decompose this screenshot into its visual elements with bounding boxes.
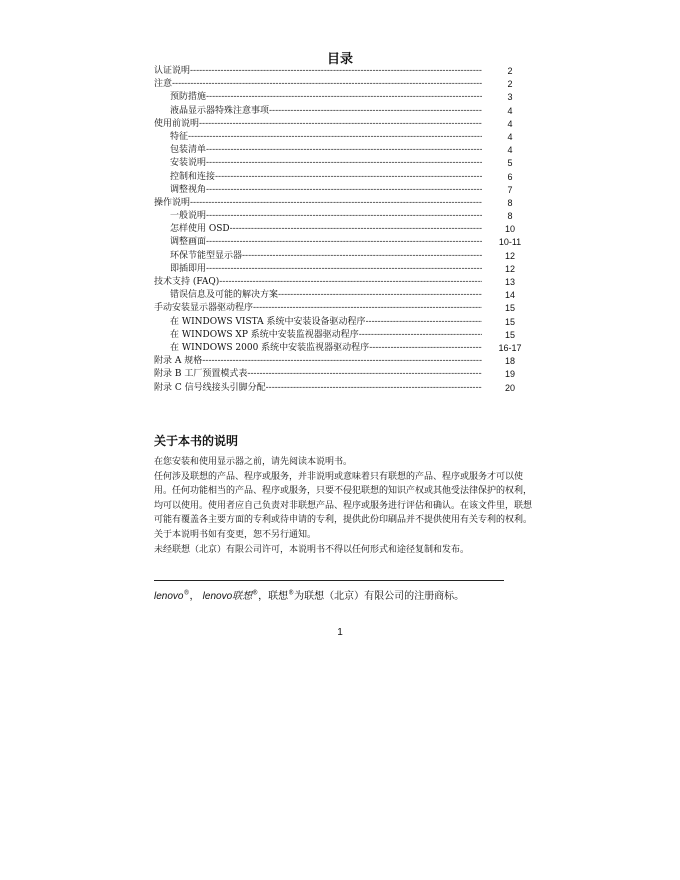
trademark-middle-text: ，联想 [258,591,289,602]
toc-entry-leader [154,382,482,395]
toc-entry-leader [170,236,482,249]
toc-entry-leader [154,368,482,381]
horizontal-rule [154,580,504,581]
toc-dot-leader [206,236,482,249]
trademark-separator: ， [189,591,200,602]
toc-entry-title: 液晶显示器特殊注意事项 [170,105,270,116]
toc-entry-title: 操作说明 [154,197,191,208]
toc-entry-title: 在 WINDOWS VISTA 系统中安装设备驱动程序 [170,316,366,327]
toc-entry-page: 18 [504,356,515,367]
toc-entry-leader [170,316,482,329]
toc-dot-leader [278,289,482,302]
toc-entry-page: 4 [507,118,513,129]
toc-entry-title: 调整视角 [170,184,207,195]
toc-entry [154,302,524,315]
toc-entry [154,355,524,368]
toc-entry-title: 环保节能型显示器 [170,250,243,261]
toc-entry-leader [170,342,482,355]
toc-entry-page: 15 [504,316,515,327]
toc-entry-title: 即插即用 [170,263,207,274]
toc-entry-leader [170,223,482,236]
toc-entry-title: 注意 [154,79,173,90]
toc-entry-title: 包装清单 [170,145,207,156]
toc-entry-page: 13 [504,277,515,287]
toc-dot-leader [206,263,482,276]
toc-entry-page: 15 [504,303,515,314]
toc-entry [154,131,524,144]
toc-entry-leader [170,329,482,342]
toc-entry [154,65,524,78]
toc-entry-title: 安装说明 [170,158,207,169]
toc-entry [154,289,524,302]
about-paragraph: 未经联想（北京）有限公司许可，本说明书不得以任何形式和途径复制和发布。 [154,544,470,555]
toc-entry-leader [170,131,482,144]
toc-entry-title: 怎样使用 OSD [170,224,230,235]
toc-entry-page: 3 [507,92,513,103]
toc-entry-leader [170,210,482,223]
toc-entry-title: 手动安装显示器驱动程序 [154,303,254,314]
toc-entry-title: 在 WINDOWS XP 系统中安装监视器驱动程序 [170,329,359,340]
toc-dot-leader [366,316,482,329]
toc-dot-leader [230,223,482,236]
toc-entry-title: 认证说明 [154,66,191,76]
toc-dot-leader [206,157,482,170]
toc-entry-leader [170,144,482,157]
lenovo-lianxiang-logo-text: lenovo联想 [202,591,253,602]
toc-dot-leader [202,355,482,368]
toc-entry-title: 一般说明 [170,211,207,222]
toc-dot-leader [266,382,482,395]
toc-entry-page: 4 [507,131,513,142]
toc-entry [154,236,524,249]
toc-entry-page: 10-11 [498,237,522,248]
trademark-tail-text: 为联想（北京）有限公司的注册商标。 [294,591,465,602]
toc-entry-page: 12 [504,250,515,261]
toc-entry [154,144,524,157]
about-paragraph: 关于本说明书如有变更，恕不另行通知。 [154,529,317,540]
toc-entry-page: 6 [507,171,513,182]
toc-entry-page: 14 [504,290,515,301]
toc-entry-leader [154,355,482,368]
toc-entry-leader [154,78,482,91]
toc-entry-title: 附录 B 工厂预置模式表 [154,369,248,380]
toc-entry [154,382,524,395]
toc-entry-page: 10 [504,224,515,235]
toc-entry-title: 附录 C 信号线接头引脚分配 [154,382,266,393]
toc-entry-leader [154,276,482,289]
toc-entry-title: 控制和连接 [170,171,216,182]
toc-entry [154,329,524,342]
toc-entry-leader [170,250,482,263]
toc-entry-leader [170,289,482,302]
toc-entry-leader [154,197,482,210]
registered-mark: ® [252,589,259,597]
toc-dot-leader [359,329,482,342]
toc-entry-title: 使用前说明 [154,118,200,129]
toc-dot-leader [190,65,482,78]
toc-entry [154,118,524,131]
toc-entry [154,316,524,329]
trademark-notice [154,587,464,602]
toc-dot-leader [206,184,482,197]
toc-entry [154,342,524,355]
toc-dot-leader [206,210,482,223]
toc-dot-leader [247,368,482,381]
toc-entry-title: 技术支持 (FAQ) [154,277,220,287]
toc-entry-page: 7 [507,184,513,195]
toc-dot-leader [219,276,482,289]
toc-entry-leader [170,105,482,118]
toc-dot-leader [190,197,482,210]
toc-dot-leader [269,105,482,118]
toc-entry [154,223,524,236]
toc-entry-page: 4 [507,145,513,156]
toc-entry-page: 4 [507,105,513,116]
toc-dot-leader [206,91,482,104]
toc-entry-page: 16-17 [498,342,522,353]
toc-entry [154,171,524,184]
toc-title: 目录 [326,52,353,67]
toc-entry-page: 8 [507,197,513,208]
toc-entry-page: 2 [507,79,513,90]
toc-dot-leader [253,302,482,315]
toc-entry [154,368,524,381]
toc-dot-leader [206,144,482,157]
toc-entry-title: 在 WINDOWS 2000 系统中安装监视器驱动程序 [170,342,370,353]
toc-entry [154,263,524,276]
toc-entry-page: 15 [504,329,515,340]
table-of-contents [154,65,524,395]
toc-entry-leader [170,171,482,184]
lenovo-logo-text: lenovo [154,591,184,602]
toc-dot-leader [199,118,482,131]
registered-mark: ® [288,589,295,597]
toc-entry-title: 错误信息及可能的解决方案 [170,290,279,301]
toc-entry-page: 5 [507,158,513,169]
toc-entry [154,197,524,210]
page-number: 1 [337,627,343,638]
toc-entry-page: 2 [507,66,513,76]
toc-entry [154,78,524,91]
about-section-title: 关于本书的说明 [154,434,239,448]
about-paragraph: 任何涉及联想的产品、程序或服务，并非说明或意味着只有联想的产品、程序或服务才可以使用。任何功能相当的产品、程序或服务，只要不侵犯联想的知识产权或其他受法律保护的权利，均可以使用。使用者应自己负责对非联想产品、程序或服务进行评估和确认。在该文件里，联想可能有覆盖各主要方面的专利或待申请的专利，提供此份印刷品并不提供使用有关专利的权利。 [154,471,533,526]
toc-entry [154,250,524,263]
toc-entry-page: 8 [507,211,513,222]
toc-entry-leader [170,157,482,170]
toc-entry-page: 19 [504,369,515,380]
toc-entry-leader [170,184,482,197]
toc-entry [154,184,524,197]
toc-entry-page: 12 [504,263,515,274]
toc-dot-leader [369,342,482,355]
toc-entry [154,105,524,118]
toc-entry-title: 预防措施 [170,92,207,103]
about-paragraph: 在您安装和使用显示器之前，请先阅读本说明书。 [154,457,353,467]
toc-dot-leader [242,250,482,263]
about-section-body [154,455,532,557]
toc-entry-leader [154,118,482,131]
toc-entry-leader [170,91,482,104]
toc-entry [154,210,524,223]
toc-entry [154,91,524,104]
registered-mark: ® [183,589,190,597]
toc-entry-title: 调整画面 [170,237,207,248]
toc-entry [154,157,524,170]
toc-entry-title: 附录 A 规格 [154,356,203,367]
toc-entry-page: 20 [504,382,515,393]
toc-dot-leader [215,171,482,184]
toc-entry-leader [170,263,482,276]
toc-dot-leader [188,131,482,144]
toc-entry-title: 特征 [170,131,189,142]
toc-dot-leader [172,78,482,91]
toc-entry-leader [154,302,482,315]
toc-entry [154,276,524,289]
toc-entry-leader [154,65,482,78]
